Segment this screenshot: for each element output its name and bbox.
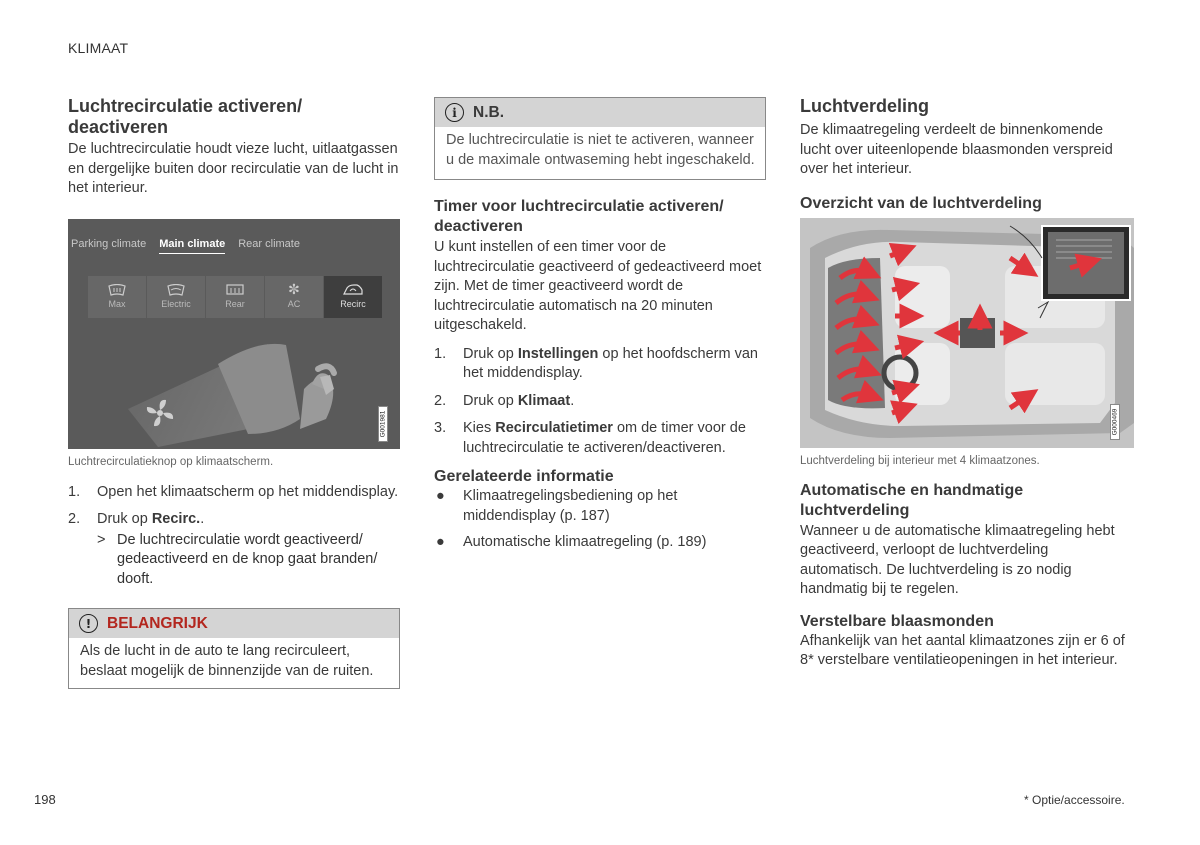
list-item: 3. Kies Recirculatietimer om de timer voor de luchtrecirculatie te activeren/deactiveren. [434,420,746,456]
rear-label: Rear [225,299,245,309]
list-item: 1. Open het klimaatscherm op het middendisplay. [68,483,399,500]
air-distribution-title: Luchtverdeling [800,96,930,116]
note-text: De luchtrecirculatie is niet te activeren, wanneer u de maximale ontwaseming hebt ingeschakeld. [446,132,755,168]
list-item: 2. Druk op Recirc.. [68,511,205,527]
air-distribution-intro: De klimaatregeling verdeelt de binnenkomende lucht over uiteenlopende blaasmonden verspreid over het interieur. [800,122,1113,177]
auto-manual-text: Wanneer u de automatische klimaatregeling hebt geactiveerd, verloopt de luchtverdeling automatisch. De luchtverdeling is zo nodig handmatig bij te regelen. [800,522,1115,597]
footnote: * Optie/accessoire. [1024,793,1125,807]
figure-code: G001981 [378,406,388,442]
adjustable-vents-text: Afhankelijk van het aantal klimaatzones zijn er 6 of 8* verstelbare ventilatieopeningen in het interieur. [800,632,1125,668]
section-label: KLIMAAT [68,40,129,56]
timer-title: Timer voor luchtrecirculatie activeren/ deactiveren [434,198,724,235]
recirculation-intro: De luchtrecirculatie houdt vieze lucht, uitlaatgassen en dergelijke buiten door recirculatie van de lucht in het interieur. [68,141,399,196]
important-notice-header [69,609,399,638]
climate-screen-figure [68,219,400,449]
important-notice [68,608,400,689]
step-result: > De luchtrecirculatie wordt geactiveerd/ gedeactiveerd en de knop gaat branden/ dooft. [97,531,378,587]
related-link[interactable]: ● Klimaatregelingsbediening op het middendisplay (p. 187) [436,488,678,524]
recirculation-title: Luchtrecirculatie activeren/ deactiveren [68,96,303,137]
timer-intro: U kunt instellen of een timer voor de luchtrecirculatie geactiveerd of gedeactiveerd moet zijn. Met de timer geactiveerd wordt de luchtrecirculatie automatisch na 20 minuten uitgeschakeld. [434,239,762,333]
adjustable-vents-title: Verstelbare blaasmonden [800,612,994,630]
recirculation-steps [68,483,400,530]
seat-and-fan-illustration [68,219,400,449]
air-distribution-figure [800,218,1134,448]
figure-code: G000469 [1110,404,1120,440]
electric-label: Electric [161,299,191,309]
tab-parking-climate[interactable]: Parking climate [71,237,147,250]
tab-main-climate[interactable]: Main climate [159,238,225,254]
column-timer [434,96,766,560]
figure-caption: Luchtrecirculatieknop op klimaatscherm. [68,455,274,468]
overview-title: Overzicht van de luchtverdeling [800,194,1042,212]
important-title: BELANGRIJK [107,614,208,632]
auto-manual-title: Automatische en handmatige luchtverdeling [800,481,1024,519]
list-item: 1. Druk op Instellingen op het hoofdscherm van het middendisplay. [434,345,758,381]
info-icon: i [445,103,464,122]
note-box [434,97,766,180]
list-item: 2. Druk op Klimaat. [434,392,575,409]
figure-caption: Luchtverdeling bij interieur met 4 klimaatzones. [800,454,1040,467]
note-title: N.B. [473,103,504,121]
max-label: Max [108,299,126,309]
recirc-label: Recirc [340,299,366,309]
column-air-distribution [800,96,1134,671]
related-list [434,487,766,553]
snowflake-icon: ✼ [288,282,300,298]
ac-label: AC [287,299,301,309]
page-number: 198 [34,792,56,807]
related-link[interactable]: ● Automatische klimaatregeling (p. 189) [436,534,707,550]
important-text: Als de lucht in de auto te lang recirculeert, beslaat mogelijk de binnenzijde van de ruiten. [80,643,374,679]
exclamation-icon: ! [79,614,98,633]
car-interior-topview [800,218,1134,448]
note-box-header [435,98,765,127]
related-title: Gerelateerde informatie [434,468,614,485]
column-recirculation [68,96,400,689]
timer-steps [434,345,766,459]
tab-rear-climate[interactable]: Rear climate [238,237,300,250]
